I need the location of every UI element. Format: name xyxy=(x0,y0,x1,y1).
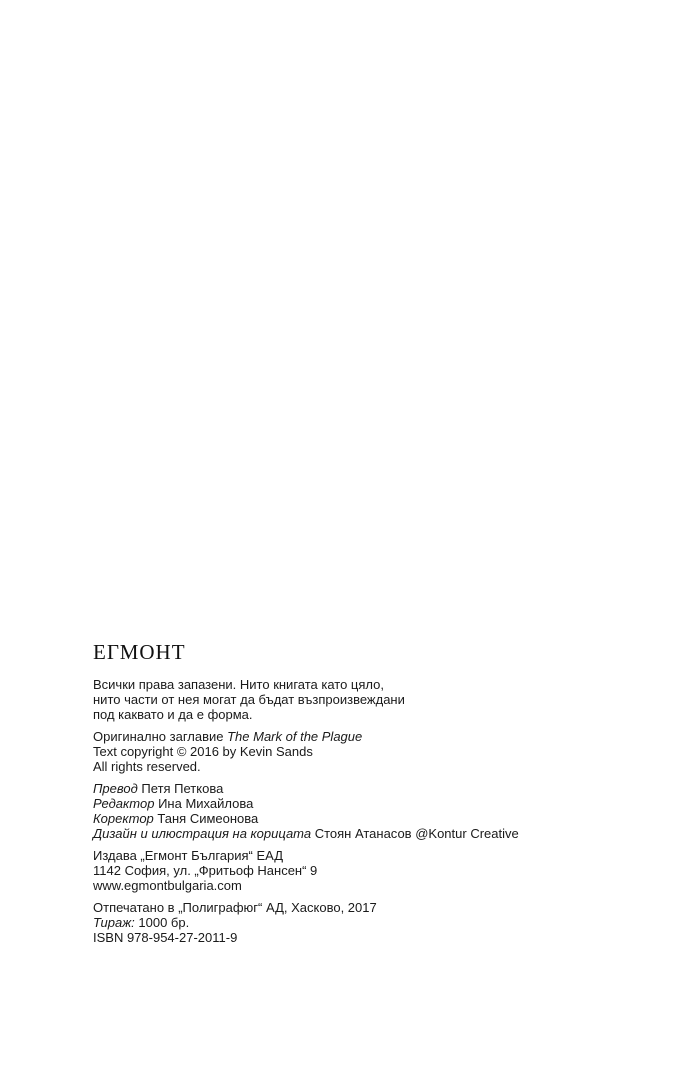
rights-line: нито части от нея могат да бъдат възпроизвеждани xyxy=(93,692,405,707)
credit-name: Таня Симеонова xyxy=(157,811,259,826)
original-title-value: The Mark of the Plague xyxy=(227,729,363,744)
print-run-line xyxy=(93,915,653,930)
print-block xyxy=(93,900,653,945)
isbn-line: ISBN 978-954-27-2011-9 xyxy=(93,930,238,945)
credits-block xyxy=(93,781,653,841)
credit-proofreader xyxy=(93,811,653,826)
publisher-block xyxy=(93,848,653,893)
credit-name: Стоян Атанасов @Kontur Creative xyxy=(314,826,519,841)
rights-line: Всички права запазени. Нито книгата като цяло, xyxy=(93,677,384,692)
copyright-line: Text copyright © 2016 by Kevin Sands xyxy=(93,744,313,759)
original-title-block xyxy=(93,729,653,774)
credit-role: Превод xyxy=(93,781,138,796)
publisher-address: 1142 София, ул. „Фритьоф Нансен“ 9 xyxy=(93,863,318,878)
print-run-value: 1000 бр. xyxy=(138,915,190,930)
credit-role: Дизайн и илюстрация на корицата xyxy=(93,826,312,841)
all-rights-line: All rights reserved. xyxy=(93,759,201,774)
credit-name: Ина Михайлова xyxy=(158,796,254,811)
rights-line: под каквато и да е форма. xyxy=(93,707,253,722)
publisher-logo: ЕГМОНТ xyxy=(93,640,186,664)
original-title-label: Оригинално заглавие xyxy=(93,729,224,744)
credit-cover-design xyxy=(93,826,653,841)
publisher-name: Издава „Егмонт България“ ЕАД xyxy=(93,848,284,863)
credit-editor xyxy=(93,796,653,811)
credit-role: Редактор xyxy=(93,796,155,811)
credit-translation xyxy=(93,781,653,796)
imprint-block xyxy=(93,640,653,952)
credit-name: Петя Петкова xyxy=(141,781,224,796)
publisher-website: www.egmontbulgaria.com xyxy=(93,878,242,893)
rights-notice xyxy=(93,677,653,722)
original-title-line xyxy=(93,729,653,744)
printed-line: Отпечатано в „Полиграфюг“ АД, Хасково, 2017 xyxy=(93,900,377,915)
credit-role: Коректор xyxy=(93,811,154,826)
print-run-label: Тираж: xyxy=(93,915,135,930)
